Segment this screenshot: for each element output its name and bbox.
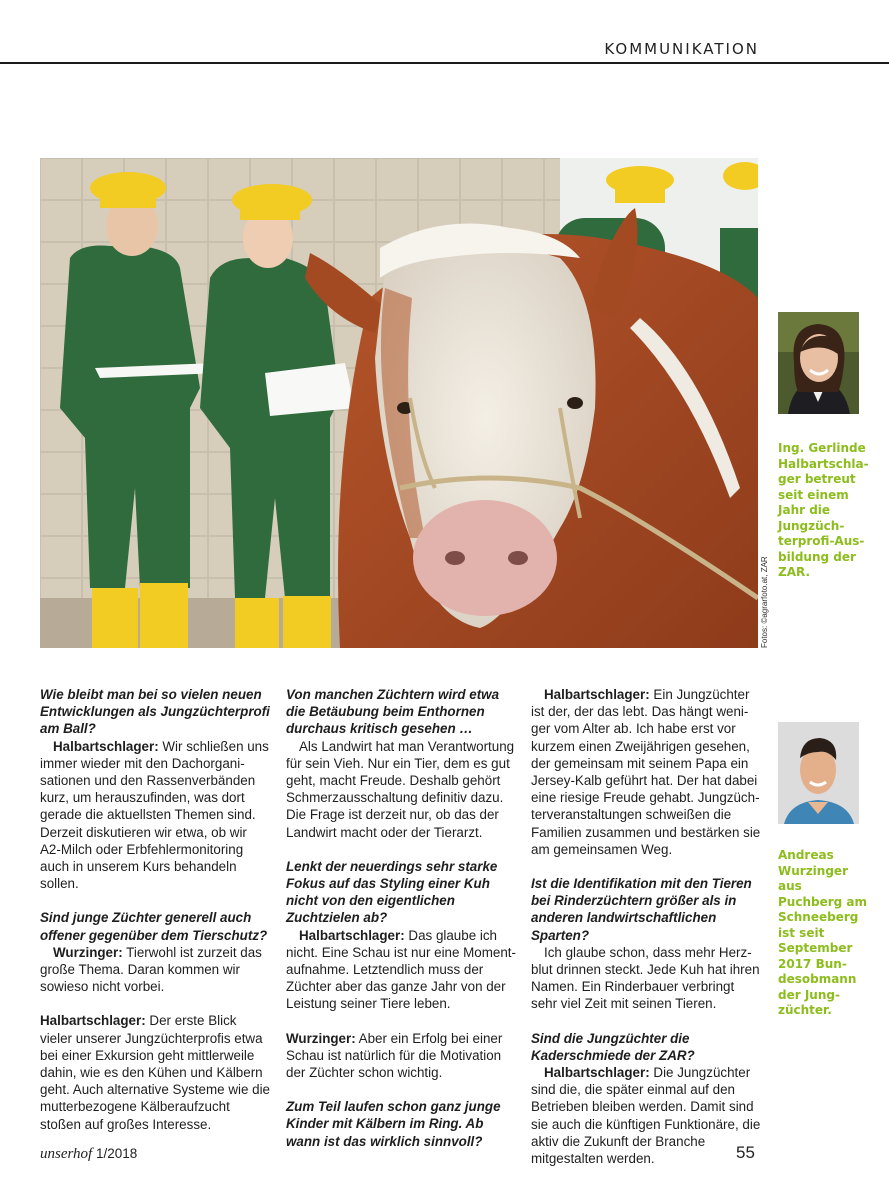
answer-text: Die Jungzüchter sind die, die später einmal auf den Betrieben bleiben werden. Damit sind sie auch die künftigen Funktionäre, die aktiv die Zukunft der Branche mitgestalten werden. <box>531 1065 761 1167</box>
article-column-3 <box>531 686 761 1167</box>
question: Lenkt der neuerdings sehr starke Fokus auf das Styling einer Kuh nicht von den eigentlichen Zuchtzielen ab? <box>286 858 498 926</box>
answer-text: Tierwohl ist zurzeit das große Thema. Daran kommen wir sowieso nicht vorbei. <box>40 944 262 995</box>
page-number: 55 <box>736 1143 755 1162</box>
article-column-2 <box>286 686 516 1150</box>
answer <box>286 927 516 1013</box>
answer: Ich glaube schon, dass mehr Herzblut drinnen steckt. Jede Kuh hat ihren Namen. Ein Rinderbauer verbringt sehr viel Zeit mit seinen Tieren. <box>531 944 760 1012</box>
speaker: Halbartschlager: <box>544 687 650 702</box>
question: Wie bleibt man bei so vielen neuen Entwicklungen als Jungzüchterprofi am Ball? <box>40 687 270 737</box>
header-rule <box>0 62 889 64</box>
answer <box>531 686 761 858</box>
speaker: Halbartschlager: <box>40 1013 146 1029</box>
answer: Als Landwirt hat man Verantwortung für sein Vieh. Nur ein Tier, dem es gut geht, macht Freude. Deshalb gehört Schmerzausschaltung definitiv dazu. Die Frage ist derzeit nur, ob das der Landwirt macht oder der Tierarzt. <box>286 738 515 840</box>
question: Sind die Jungzüchter die Kaderschmiede der ZAR? <box>531 1030 695 1063</box>
footer-magazine <box>40 1146 137 1163</box>
speaker: Wurzinger: <box>53 944 123 960</box>
answer-text: Das glaube ich nicht. Eine Schau ist nur eine Momentaufnahme. Letztendlich muss der Züchter aber das ganze Jahr von der Leistung seiner Tiere leben. <box>286 927 516 1012</box>
answer <box>286 1030 516 1082</box>
answer-text: Ein Jungzüchter ist der, der das lebt. Das hängt weniger vom Alter ab. Ich habe erst vor kurzem einen Zweijährigen gesehen, der gemeinsam mit seinem Papa ein Jersey-Kalb geführt hat. Der hat dabei eine riesige Freude gehabt. Jungzüchterveranstaltungen schweißen die Familien zusammen und bestärken sie am gemeinsamen Weg. <box>531 687 761 857</box>
answer-text: Aber ein Erfolg bei einer Schau ist natürlich für die Motivation der Züchter schon wichtig. <box>286 1030 503 1081</box>
answer <box>40 944 270 996</box>
speaker: Halbartschlager: <box>53 738 159 754</box>
photo-credit: Fotos: ©agrarfoto.at, ZAR <box>760 556 769 648</box>
question: Ist die Identifikation mit den Tieren bei Rinderzüchtern größer als in anderen landwirtschaftlichen Sparten? <box>531 876 752 943</box>
caption-wurzinger: Andreas Wurzinger aus Puchberg am Schneeberg ist seit September 2017 Bundesobmann der Jungzüchter. <box>778 848 868 1017</box>
answer-text: Wir schließen uns immer wieder mit den Dachorganisationen und den Rassenverbänden kurz, um herauszufinden, was dort gerade die aktuellsten Themen sind. Derzeit diskutieren wir etwa, ob wir A2-Milch oder Erbfehlermonitoring auch in unserem Kurs behandeln sollen. <box>40 738 269 892</box>
speaker: Wurzinger: <box>286 1030 356 1046</box>
caption-halbartschlager: Ing. Gerlinde Halbartschlager betreut seit einem Jahr die Jungzüchterprofi-Ausbildung der ZAR. <box>778 441 869 579</box>
issue-number: 1/2018 <box>92 1146 138 1161</box>
section-label: KOMMUNIKATION <box>604 40 759 58</box>
question: Von manchen Züchtern wird etwa die Betäubung beim Enthornen durchaus kritisch gesehen … <box>286 687 500 737</box>
answer <box>40 1012 270 1132</box>
question: Sind junge Züchter generell auch offener gegenüber dem Tierschutz? <box>40 910 268 943</box>
portrait-halbartschlager <box>778 312 859 414</box>
speaker: Halbartschlager: <box>544 1065 650 1081</box>
main-photo <box>40 158 758 648</box>
portrait-wurzinger <box>778 722 859 824</box>
article-column-1 <box>40 686 270 1133</box>
answer-text: Der erste Blick vieler unserer Jungzüchterprofis etwa bei einer Exkursion geht mittlerweile dahin, wie es den Kühen und Kälbern geht. Auch alternative Systeme wie die mutterbezogene Kälberaufzucht stoßen auf großes Interesse. <box>40 1013 271 1132</box>
question: Zum Teil laufen schon ganz junge Kinder mit Kälbern im Ring. Ab wann ist das wirklich sinnvoll? <box>286 1099 501 1149</box>
speaker: Halbartschlager: <box>299 927 405 943</box>
magazine-name: unserhof <box>40 1146 93 1162</box>
answer <box>40 738 270 893</box>
answer <box>531 1064 761 1167</box>
